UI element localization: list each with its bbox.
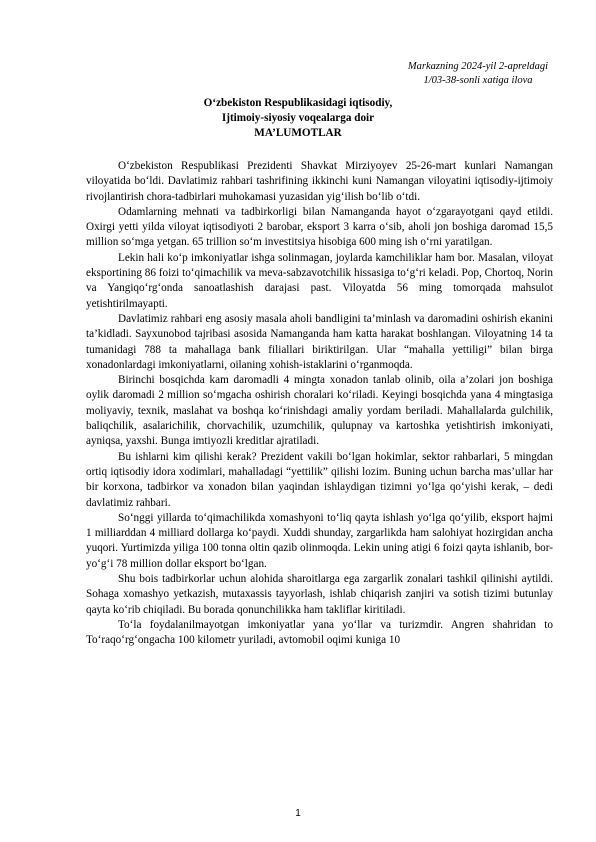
title-line-2: Ijtimoiy-siyosiy voqealarga doir bbox=[221, 112, 375, 124]
document-body bbox=[86, 159, 553, 649]
annex-note bbox=[388, 60, 568, 88]
page-number: 1 bbox=[295, 808, 301, 819]
paragraph: Odamlarning mehnati va tadbirkorligi bilan Namanganda hayot o‘zgarayotgani qayd etildi. Oxirgi yetti yilda viloyat iqtisodiyoti 2 barobar, eksport 3 karra o‘sib, aholi jon boshiga daromad 15,5 million so‘mga yetgan. 65 trillion so‘m investitsiya hisobiga 600 ming ish o‘rni yaratilgan. bbox=[86, 205, 553, 249]
paragraph: To‘la foydalanilmayotgan imkoniyatlar yana yo‘llar va turizmdir. Angren shahridan to To‘raqo‘rg‘ongacha 100 kilometr yuriladi, avtomobil oqimi kuniga 10 bbox=[86, 618, 553, 647]
paragraph: Bu ishlarni kim qilishi kerak? Prezident vakili bo‘lgan hokimlar, sektor rahbarlari, 5 mingdan ortiq iqtisodiy idora xodimlari, mahalladagi “yettilik” qilishi lozim. Buning uchun barcha mas’ullar har bir korxona, tadbirkor va xonadon bilan yaqindan ishlaydigan tizimni yo‘lga qo‘yishi kerak, – dedi davlatimiz rahbari. bbox=[86, 450, 553, 509]
paragraph: O‘zbekiston Respublikasi Prezidenti Shavkat Mirziyoyev 25-26-mart kunlari Namangan viloyatida bo‘ldi. Davlatimiz rahbari tashrifining ikkinchi kuni Namangan viloyatini iqtisodiy-ijtimoiy rivojlantirish chora-tadbirlari muhokamasi yuzasidan yig‘ilish bo‘lib o‘tdi. bbox=[86, 160, 553, 203]
document-title bbox=[150, 96, 446, 141]
paragraph: Davlatimiz rahbari eng asosiy masala aholi bandligini ta’minlash va daromadini oshirish ekanini ta’kidladi. Sayxunobod tajribasi asosida Namanganda ham katta harakat boshlangan. Viloyatning 14 ta tumanidagi 788 ta mahallaga bank filiallari biriktirilgan. Ular “mahalla yettiligi” bilan birga xonadonlardagi imkoniyatlarni, oilaning xohish-istaklarini o‘rganmoqda. bbox=[86, 312, 553, 371]
annex-line-date: Markazning 2024-yil 2-apreldagi bbox=[407, 61, 549, 72]
paragraph: So‘nggi yillarda to‘qimachilikda xomashyoni to‘liq qayta ishlash yo‘lga qo‘yilib, eksport hajmi 1 milliarddan 4 milliard dollarga ko‘paydi. Xuddi shunday, zargarlikda ham salohiyat hozirgidan ancha yuqori. Yurtimizda yiliga 100 tonna oltin qazib olinmoqda. Lekin uning atigi 6 foizi qayta ishlanib, bor-yo‘g‘i 78 million dollar eksport bo‘lgan. bbox=[86, 511, 553, 570]
annex-line-ref: 1/03-38-sonli xatiga ilova bbox=[423, 75, 533, 86]
title-line-1: O‘zbekiston Respublikasidagi iqtisodiy, bbox=[203, 97, 393, 109]
paragraph: Shu bois tadbirkorlar uchun alohida sharoitlarga ega zargarlik zonalari tashkil qilinishi aytildi. Sohaga xomashyo yetkazish, mutaxassis tayyorlash, ishlab chiqarish zanjiri va sotish tizimi butunlay qayta ko‘rib chiqiladi. Bu borada qonunchilikka ham takliflar kiritiladi. bbox=[86, 573, 553, 616]
title-line-3: MA’LUMOTLAR bbox=[254, 127, 342, 139]
paragraph: Birinchi bosqichda kam daromadli 4 mingta xonadon tanlab olinib, oila a’zolari jon boshiga oylik daromadi 2 million so‘mgacha oshirish choralari ko‘riladi. Keyingi bosqichda yana 4 mingtasiga moliyaviy, texnik, maslahat va boshqa ko‘rinishdagi amaliy yordam beriladi. Mahallalarda gulchilik, baliqchilik, asalarichilik, chorvachilik, uzumchilik, qulupnay va kartoshka yetishtirish imkoniyati, ayniqsa, yaxshi. Bunga imtiyozli kreditlar ajratiladi. bbox=[86, 374, 553, 448]
paragraph: Lekin hali ko‘p imkoniyatlar ishga solinmagan, joylarda kamchiliklar ham bor. Masalan, viloyat eksportining 86 foizi to‘qimachilik va meva-sabzavotchilik hissasiga to‘g‘ri keladi. Pop, Chortoq, Norin va Yangiqo‘rg‘onda sanoatlashish darajasi past. Viloyatda 56 ming tomorqada mahsulot yetishtirilmayapti. bbox=[86, 251, 553, 310]
